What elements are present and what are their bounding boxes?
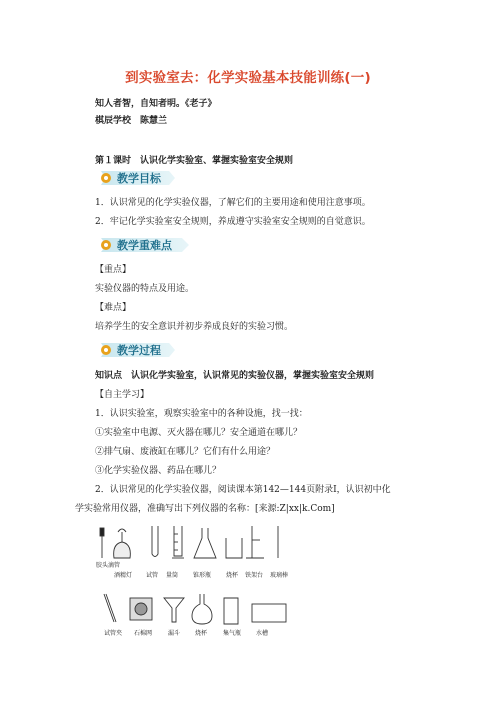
instrument-label-row2-4: 集气瓶 [223,630,242,637]
instrument-label-row1-0: 胶头滴管 [96,562,121,569]
self-study-heading: 【自主学习】 [95,390,150,400]
water-trough-icon [252,604,286,622]
item-1a: ①实验室中电源、灭火器在哪儿？安全通道在哪儿？ [95,428,303,438]
instruments-row2-figure [92,588,292,630]
difficult-heading: 【难点】 [95,303,132,313]
asbestos-gauze-icon [130,598,152,620]
instrument-label-row2-1: 石棉网 [134,630,153,637]
lesson-title: 第１课时 认识化学实验室、掌握实验室安全规则 [95,156,294,166]
item-1c: ③化学实验仪器、药品在哪儿？ [95,466,222,476]
dropper-icon [100,528,104,558]
instruments-row1-figure [92,522,292,570]
instrument-label-row1-5: 烧杯 [226,572,239,579]
instrument-label-row1-6: 铁架台 [245,572,264,579]
instrument-label-row2-3: 烧杯 [195,630,208,637]
section-banner-objectives [95,168,195,188]
document-title: 到实验室去：化学实验基本技能训练(一) [125,70,371,86]
conical-flask-icon [194,528,216,558]
badge-icon [101,345,111,355]
badge-icon [101,173,111,183]
graduated-cylinder-icon [172,526,184,558]
key-text: 实验仪器的特点及用途。 [95,284,195,294]
flask-icon [192,594,212,624]
test-tube-holder-icon [104,594,116,622]
iron-stand-icon [246,526,264,558]
instrument-label-row2-0: 试管夹 [104,630,123,637]
quote: 知人者智，自知者明。《老子》 [95,99,217,109]
funnel-icon [164,598,184,622]
badge-icon [101,240,111,250]
item-2-line1: 2．认识常见的化学实验仪器，阅读课本第142—144页附录Ⅰ，认识初中化 [95,485,391,495]
item-1: 1．认识实验室，观察实验室中的各种设施，找一找： [95,409,308,419]
objective-1: 1．认识常见的化学实验仪器，了解它们的主要用途和使用注意事项。 [95,198,371,208]
instrument-label-row1-1: 酒精灯 [114,572,133,579]
section-label: 教学目标 [117,172,161,185]
instrument-label-row1-4: 锥形瓶 [193,572,212,579]
section-banner-key-points [95,235,205,255]
test-tube-icon [152,526,158,557]
knowledge-point: 知识点 认识化学实验室，认识常见的实验仪器，掌握实验室安全规则 [95,371,375,381]
section-banner-process [95,340,195,360]
instrument-label-row1-3: 量筒 [166,572,179,579]
section-label: 教学过程 [117,344,161,357]
item-2-line2: 学实验常用仪器，准确写出下列仪器的名称：[来源:Z|xx|k.Com] [75,504,335,514]
author-line: 棋辰学校 陈慧兰 [95,116,168,126]
instrument-label-row1-7: 玻璃棒 [270,572,289,579]
section-label: 教学重难点 [117,239,172,252]
key-heading: 【重点】 [95,265,132,275]
instrument-label-row2-5: 水槽 [256,630,269,637]
beaker-icon [226,538,242,558]
alcohol-lamp-icon [114,529,131,558]
gas-jar-icon [224,598,238,624]
item-1b: ②排气扇、废液缸在哪儿？它们有什么用途？ [95,447,276,457]
objective-2: 2．牢记化学实验室安全规则，养成遵守实验室安全规则的自觉意识。 [95,217,371,227]
difficult-text: 培养学生的安全意识并初步养成良好的实验习惯。 [95,322,294,332]
instrument-label-row2-2: 漏斗 [168,630,181,637]
instrument-label-row1-2: 试管 [146,572,159,579]
